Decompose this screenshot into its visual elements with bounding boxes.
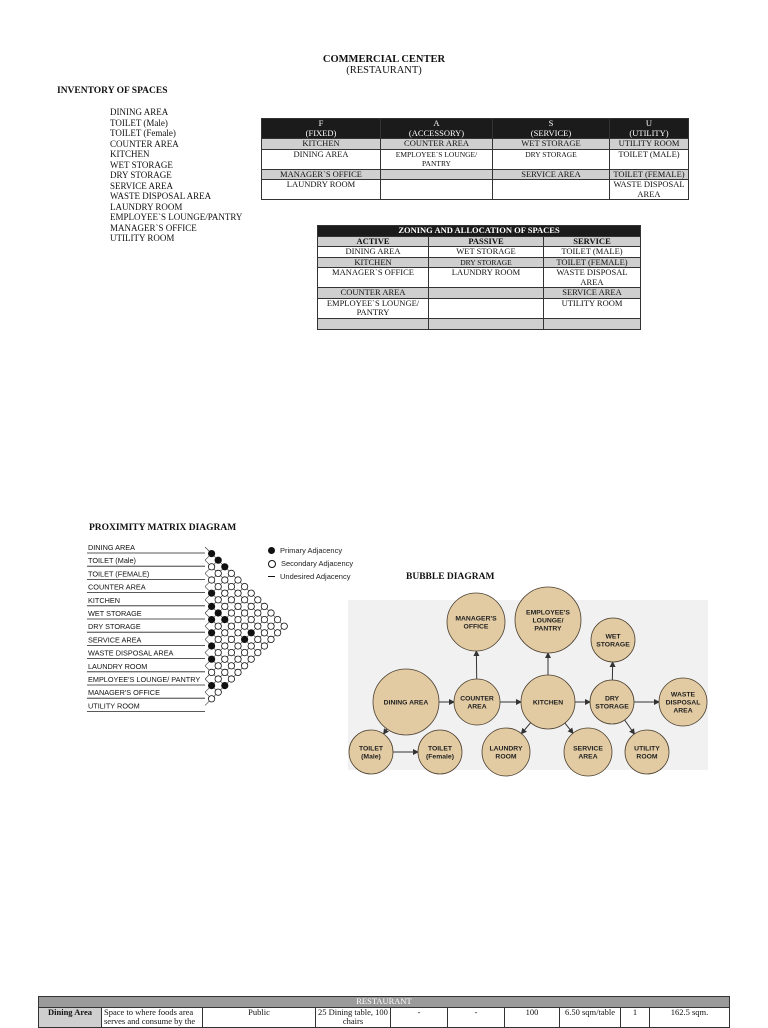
list-item: LAUNDRY ROOM — [110, 202, 242, 213]
list-item: DRY STORAGE — [110, 170, 242, 181]
secondary-adjacency-dot — [248, 603, 254, 609]
table-cell: KITCHEN — [318, 257, 429, 268]
secondary-adjacency-dot — [208, 564, 214, 570]
secondary-adjacency-dot — [261, 643, 267, 649]
table-row — [318, 257, 641, 268]
primary-adjacency-dot — [208, 656, 214, 662]
primary-adjacency-dot — [208, 616, 214, 622]
bubble-label: ROOM — [636, 754, 657, 761]
matrix-row-label: KITCHEN — [88, 596, 120, 605]
open-circle-icon — [268, 560, 276, 568]
document-subtitle: (RESTAURANT) — [0, 65, 768, 76]
table-cell: TOILET (FEMALE) — [610, 169, 689, 180]
table-cell: Space to where foods area serves and consume by the — [102, 1007, 203, 1027]
table-cell: SERVICE AREA — [493, 169, 610, 180]
secondary-adjacency-dot — [274, 630, 280, 636]
primary-adjacency-dot — [208, 630, 214, 636]
table-row — [318, 236, 641, 247]
table-cell: DINING AREA — [262, 149, 381, 169]
primary-adjacency-dot — [241, 636, 247, 642]
bubble-label: ROOM — [495, 754, 516, 761]
table-cell: COUNTER AREA — [381, 139, 493, 150]
primary-adjacency-dot — [208, 550, 214, 556]
table-cell: WASTE DISPOSAL AREA — [610, 180, 689, 200]
table-cell: TOILET (MALE) — [544, 247, 641, 258]
secondary-adjacency-dot — [208, 577, 214, 583]
table-cell — [381, 180, 493, 200]
bubble-diagram — [340, 585, 715, 780]
bubble-label: DISPOSAL — [666, 700, 701, 707]
table-row — [39, 1007, 730, 1027]
proximity-matrix — [84, 540, 294, 722]
primary-adjacency-dot — [215, 557, 221, 563]
secondary-adjacency-dot — [215, 649, 221, 655]
secondary-adjacency-dot — [228, 663, 234, 669]
table-cell — [318, 318, 429, 329]
primary-adjacency-dot — [248, 630, 254, 636]
secondary-adjacency-dot — [248, 590, 254, 596]
list-item: WASTE DISPOSAL AREA — [110, 191, 242, 202]
proximity-heading: PROXIMITY MATRIX DIAGRAM — [89, 523, 236, 533]
table-cell: EMPLOYEE`S LOUNGE/ PANTRY — [381, 149, 493, 169]
bubble-label: WET — [605, 633, 621, 640]
table-row — [318, 247, 641, 258]
table-cell: 1 — [621, 1007, 650, 1027]
primary-adjacency-dot — [208, 590, 214, 596]
bubble-label: PANTRY — [534, 626, 562, 633]
secondary-adjacency-dot — [215, 663, 221, 669]
bubble-label: OFFICE — [464, 624, 489, 631]
matrix-legend — [268, 544, 353, 583]
secondary-adjacency-dot — [255, 597, 261, 603]
connector-line — [384, 729, 387, 734]
table-cell: UTILITY ROOM — [610, 139, 689, 150]
secondary-adjacency-dot — [248, 643, 254, 649]
matrix-row-label: WASTE DISPOSAL AREA — [88, 649, 174, 658]
table-row — [318, 288, 641, 299]
table-cell: 6.50 sqm/table — [560, 1007, 621, 1027]
matrix-row-label: WET STORAGE — [88, 609, 142, 618]
matrix-row-label: TOILET (Male) — [88, 556, 136, 565]
inventory-heading: INVENTORY OF SPACES — [57, 86, 168, 96]
table-cell: 162.5 sqm. — [650, 1007, 730, 1027]
secondary-adjacency-dot — [228, 676, 234, 682]
inventory-list — [110, 107, 242, 244]
column-header: F (FIXED) — [262, 119, 381, 139]
list-item: MANAGER`S OFFICE — [110, 223, 242, 234]
table-cell: DRY STORAGE — [493, 149, 610, 169]
secondary-adjacency-dot — [222, 630, 228, 636]
bubble-label: SERVICE — [573, 745, 603, 752]
secondary-adjacency-dot — [235, 577, 241, 583]
secondary-adjacency-dot — [241, 663, 247, 669]
primary-adjacency-dot — [208, 682, 214, 688]
secondary-adjacency-dot — [228, 649, 234, 655]
matrix-row-label: LAUNDRY ROOM — [88, 662, 147, 671]
table-cell — [429, 288, 544, 299]
secondary-adjacency-dot — [208, 669, 214, 675]
secondary-adjacency-dot — [215, 583, 221, 589]
secondary-adjacency-dot — [228, 623, 234, 629]
table-cell — [544, 318, 641, 329]
table-cell: SERVICE AREA — [544, 288, 641, 299]
bubble-label: MANAGER'S — [455, 615, 497, 622]
table-cell: WET STORAGE — [493, 139, 610, 150]
table-row — [262, 180, 689, 200]
secondary-adjacency-dot — [235, 643, 241, 649]
secondary-adjacency-dot — [235, 603, 241, 609]
matrix-row-label: EMPLOYEE'S LOUNGE/ PANTRY — [88, 675, 200, 684]
primary-adjacency-dot — [222, 564, 228, 570]
list-item: EMPLOYEE`S LOUNGE/PANTRY — [110, 212, 242, 223]
secondary-adjacency-dot — [228, 610, 234, 616]
secondary-adjacency-dot — [228, 583, 234, 589]
table-cell: - — [448, 1007, 505, 1027]
table-cell: WET STORAGE — [429, 247, 544, 258]
bubble-label: (Female) — [426, 754, 454, 761]
table-cell: TOILET (MALE) — [610, 149, 689, 169]
column-header: U (UTILITY) — [610, 119, 689, 139]
table-cell: Dining Area — [39, 1007, 102, 1027]
primary-adjacency-dot — [222, 616, 228, 622]
table-cell: MANAGER`S OFFICE — [262, 169, 381, 180]
bubble-label: KITCHEN — [533, 700, 563, 707]
matrix-row-label: COUNTER AREA — [88, 583, 146, 592]
bubble-label: DRY — [605, 695, 620, 702]
table-cell: DINING AREA — [318, 247, 429, 258]
table-cell — [493, 180, 610, 200]
list-item: TOILET (Male) — [110, 118, 242, 129]
secondary-adjacency-dot — [268, 623, 274, 629]
bubble-heading: BUBBLE DIAGRAM — [406, 572, 494, 582]
secondary-adjacency-dot — [281, 623, 287, 629]
legend-label: Secondary Adjacency — [281, 557, 353, 570]
secondary-adjacency-dot — [241, 597, 247, 603]
list-item: COUNTER AREA — [110, 139, 242, 150]
table-cell: 25 Dining table, 100 chairs — [316, 1007, 391, 1027]
secondary-adjacency-dot — [235, 630, 241, 636]
table-cell: EMPLOYEE`S LOUNGE/ PANTRY — [318, 298, 429, 318]
connector-line — [521, 723, 530, 734]
table-cell — [429, 318, 544, 329]
matrix-row-label: MANAGER'S OFFICE — [88, 688, 160, 697]
secondary-adjacency-dot — [248, 616, 254, 622]
primary-adjacency-dot — [215, 610, 221, 616]
list-item: KITCHEN — [110, 149, 242, 160]
bubble-label: TOILET — [428, 745, 453, 752]
table-row — [318, 318, 641, 329]
secondary-adjacency-dot — [235, 656, 241, 662]
table-row — [262, 169, 689, 180]
page-title — [0, 54, 768, 76]
table-row — [262, 139, 689, 150]
secondary-adjacency-dot — [222, 669, 228, 675]
matrix-row-label: TOILET (FEMALE) — [88, 569, 149, 578]
secondary-adjacency-dot — [255, 649, 261, 655]
legend-undesired — [268, 570, 353, 583]
secondary-adjacency-dot — [215, 676, 221, 682]
secondary-adjacency-dot — [228, 597, 234, 603]
secondary-adjacency-dot — [255, 623, 261, 629]
table-cell: - — [391, 1007, 448, 1027]
dash-icon — [268, 576, 275, 577]
secondary-adjacency-dot — [215, 597, 221, 603]
filled-circle-icon — [268, 547, 275, 554]
secondary-adjacency-dot — [241, 649, 247, 655]
secondary-adjacency-dot — [235, 669, 241, 675]
table-cell: UTILITY ROOM — [544, 298, 641, 318]
secondary-adjacency-dot — [228, 636, 234, 642]
secondary-adjacency-dot — [261, 630, 267, 636]
legend-primary — [268, 544, 353, 557]
table-cell — [381, 169, 493, 180]
table-row — [318, 268, 641, 288]
secondary-adjacency-dot — [268, 610, 274, 616]
bubble-label: AREA — [467, 704, 486, 711]
secondary-adjacency-dot — [222, 643, 228, 649]
primary-adjacency-dot — [208, 603, 214, 609]
matrix-row-label: DINING AREA — [88, 543, 135, 552]
table-cell: WASTE DISPOSAL AREA — [544, 268, 641, 288]
secondary-adjacency-dot — [268, 636, 274, 642]
secondary-adjacency-dot — [261, 616, 267, 622]
bubble-label: EMPLOYEE'S — [526, 609, 570, 616]
bubble-label: AREA — [578, 754, 597, 761]
table-cell: DRY STORAGE — [429, 257, 544, 268]
connector-line — [625, 720, 635, 734]
table-cell: LAUNDRY ROOM — [262, 180, 381, 200]
bubble-label: TOILET — [359, 745, 384, 752]
table-cell: TOILET (FEMALE) — [544, 257, 641, 268]
secondary-adjacency-dot — [215, 570, 221, 576]
primary-adjacency-dot — [222, 682, 228, 688]
zoning-table-title: ZONING AND ALLOCATION OF SPACES — [318, 226, 641, 237]
table-header-row — [39, 997, 730, 1008]
bubble-label: STORAGE — [595, 704, 629, 711]
zoning-table — [317, 225, 641, 330]
secondary-adjacency-dot — [248, 656, 254, 662]
document-title: COMMERCIAL CENTER — [0, 54, 768, 65]
table-cell: 100 — [505, 1007, 560, 1027]
secondary-adjacency-dot — [215, 636, 221, 642]
secondary-adjacency-dot — [208, 696, 214, 702]
table-cell: COUNTER AREA — [318, 288, 429, 299]
table-cell: MANAGER`S OFFICE — [318, 268, 429, 288]
list-item: DINING AREA — [110, 107, 242, 118]
secondary-adjacency-dot — [222, 603, 228, 609]
secondary-adjacency-dot — [241, 623, 247, 629]
secondary-adjacency-dot — [241, 583, 247, 589]
secondary-adjacency-dot — [255, 636, 261, 642]
matrix-row-label: SERVICE AREA — [88, 635, 142, 644]
secondary-adjacency-dot — [228, 570, 234, 576]
secondary-adjacency-dot — [222, 590, 228, 596]
bubble-label: DINING AREA — [384, 700, 429, 707]
bubble-label: UTILITY — [634, 745, 660, 752]
primary-adjacency-dot — [208, 643, 214, 649]
legend-label: Primary Adjacency — [280, 544, 342, 557]
table-cell — [429, 298, 544, 318]
list-item: WET STORAGE — [110, 160, 242, 171]
column-header: A (ACCESSORY) — [381, 119, 493, 139]
table-row — [262, 149, 689, 169]
bubble-label: LOUNGE/ — [533, 618, 564, 625]
secondary-adjacency-dot — [215, 623, 221, 629]
secondary-adjacency-dot — [274, 616, 280, 622]
matrix-row-label: DRY STORAGE — [88, 622, 141, 631]
bubble-label: STORAGE — [596, 642, 630, 649]
column-header: S (SERVICE) — [493, 119, 610, 139]
secondary-adjacency-dot — [222, 656, 228, 662]
table-row — [318, 298, 641, 318]
list-item: UTILITY ROOM — [110, 233, 242, 244]
column-header: SERVICE — [544, 236, 641, 247]
restaurant-table-title: RESTAURANT — [39, 997, 730, 1008]
column-header: ACTIVE — [318, 236, 429, 247]
bubble-label: AREA — [673, 708, 692, 715]
restaurant-table — [38, 996, 730, 1028]
bubble-label: COUNTER — [460, 695, 494, 702]
secondary-adjacency-dot — [261, 603, 267, 609]
connector-line — [565, 723, 573, 733]
legend-label: Undesired Adjacency — [280, 570, 350, 583]
secondary-adjacency-dot — [222, 577, 228, 583]
table-cell: KITCHEN — [262, 139, 381, 150]
bubble-label: WASTE — [671, 691, 696, 698]
table-cell: Public — [203, 1007, 316, 1027]
legend-secondary — [268, 557, 353, 570]
list-item: TOILET (Female) — [110, 128, 242, 139]
matrix-row-label: UTILITY ROOM — [88, 701, 140, 710]
secondary-adjacency-dot — [235, 616, 241, 622]
secondary-adjacency-dot — [215, 689, 221, 695]
secondary-adjacency-dot — [241, 610, 247, 616]
classification-table — [261, 118, 689, 200]
secondary-adjacency-dot — [255, 610, 261, 616]
list-item: SERVICE AREA — [110, 181, 242, 192]
table-cell: LAUNDRY ROOM — [429, 268, 544, 288]
secondary-adjacency-dot — [235, 590, 241, 596]
bubble-label: (Male) — [361, 754, 381, 761]
bubble-label: LAUNDRY — [490, 745, 523, 752]
column-header: PASSIVE — [429, 236, 544, 247]
